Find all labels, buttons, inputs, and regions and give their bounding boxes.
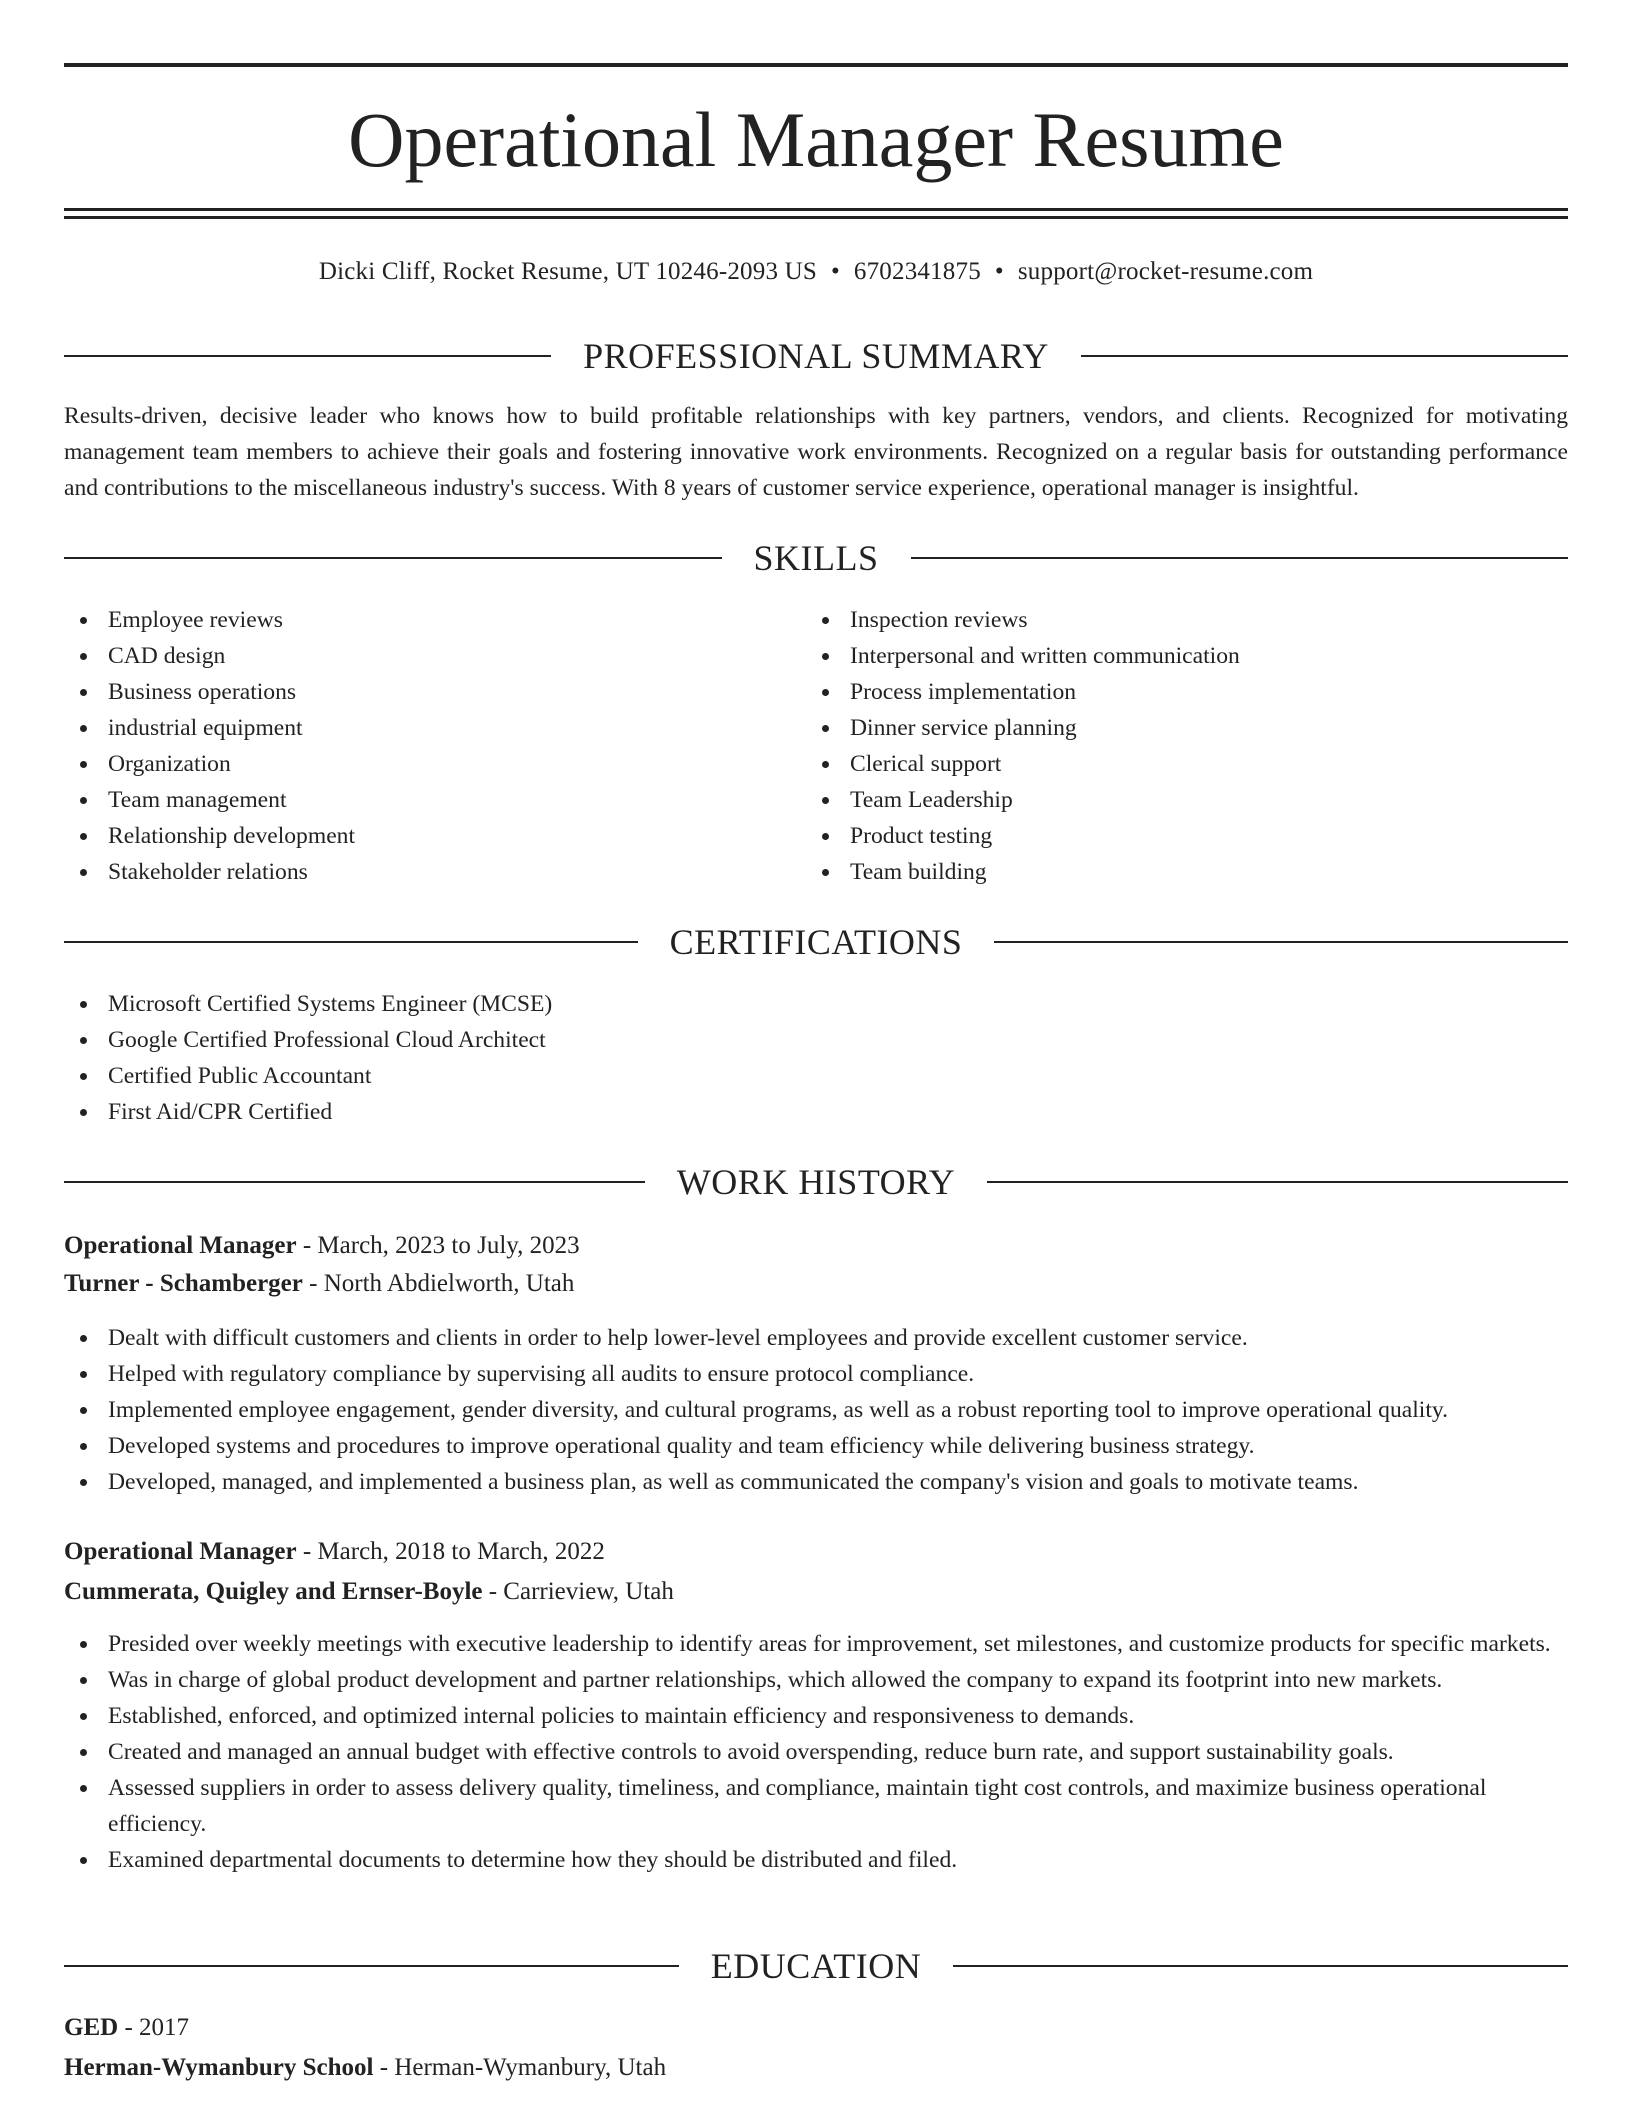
contact-phone: 6702341875 <box>853 258 981 285</box>
heading-rule <box>953 1965 1568 1967</box>
skill-item: Inspection reviews <box>806 602 1568 638</box>
skill-item: Clerical support <box>806 746 1568 782</box>
resume-title: Operational Manager Resume <box>348 96 1284 183</box>
job-1-bullets <box>64 1320 1568 1500</box>
job-company: Cummerata, Quigley and Ernser-Boyle <box>64 1578 483 1605</box>
skill-item: Interpersonal and written communication <box>806 638 1568 674</box>
contact-email: support@rocket-resume.com <box>1017 258 1314 285</box>
heading-rule <box>64 355 551 357</box>
job-1-company-line <box>64 1264 574 1304</box>
heading-rule <box>64 941 638 943</box>
skills-list-left <box>64 602 804 890</box>
title-rule-upper <box>64 208 1568 211</box>
job-bullet: Examined departmental documents to determine how they should be distributed and filed. <box>64 1842 1568 1878</box>
contact-separator: • <box>994 258 1004 285</box>
summary-text: Results-driven, decisive leader who knows how to build profitable relationships with key partners, vendors, and clients. Recognized for motivating management team members to achieve their goals and fostering innovative work environments. Recognized on a regular basis for outstanding performance and contributions to the miscellaneous industry's success. With 8 years of customer service experience, operational manager is insightful. <box>64 403 1568 501</box>
contact-address: Dicki Cliff, Rocket Resume, UT 10246-2093 US <box>318 258 817 285</box>
job-bullet: Presided over weekly meetings with executive leadership to identify areas for improvement, set milestones, and customize products for specific markets. <box>64 1626 1568 1662</box>
contact-separator: • <box>830 258 840 285</box>
job-1-title-line <box>64 1226 580 1266</box>
certification-item: First Aid/CPR Certified <box>64 1094 1568 1130</box>
skill-item: Process implementation <box>806 674 1568 710</box>
certification-item: Google Certified Professional Cloud Architect <box>64 1022 1568 1058</box>
skills-list-right <box>806 602 1568 890</box>
heading-label: CERTIFICATIONS <box>669 922 963 962</box>
job-bullet: Developed, managed, and implemented a business plan, as well as communicated the company's vision and goals to motivate teams. <box>64 1464 1568 1500</box>
heading-rule <box>911 557 1569 559</box>
skill-item: CAD design <box>64 638 804 674</box>
heading-rule <box>64 1181 645 1183</box>
heading-label: SKILLS <box>753 538 879 578</box>
job-2-bullets <box>64 1626 1568 1878</box>
skill-item: Team management <box>64 782 804 818</box>
heading-rule <box>64 1965 679 1967</box>
job-bullet: Dealt with difficult customers and clients in order to help lower-level employees and provide excellent customer service. <box>64 1320 1568 1356</box>
section-heading-work-history <box>64 1158 1568 1206</box>
heading-rule <box>994 941 1568 943</box>
job-title: Operational Manager <box>64 1232 297 1259</box>
skill-item: Product testing <box>806 818 1568 854</box>
job-bullet: Helped with regulatory compliance by supervising all audits to ensure protocol compliance. <box>64 1356 1568 1392</box>
skill-item: Dinner service planning <box>806 710 1568 746</box>
job-2-title-line <box>64 1532 605 1572</box>
section-heading-education <box>64 1942 1568 1990</box>
skill-item: Team building <box>806 854 1568 890</box>
job-bullet: Assessed suppliers in order to assess delivery quality, timeliness, and compliance, maintain tight cost controls, and maximize business operational efficiency. <box>64 1770 1568 1842</box>
job-dates: - March, 2023 to July, 2023 <box>296 1232 580 1259</box>
certification-item: Microsoft Certified Systems Engineer (MCSE) <box>64 986 1568 1022</box>
skill-item: Employee reviews <box>64 602 804 638</box>
job-location: - North Abdielworth, Utah <box>302 1270 575 1297</box>
skill-item: Stakeholder relations <box>64 854 804 890</box>
contact-line <box>64 254 1568 290</box>
section-heading-summary <box>64 332 1568 380</box>
title-rule-lower <box>64 216 1568 219</box>
heading-rule <box>987 1181 1568 1183</box>
heading-label: EDUCATION <box>710 1946 922 1986</box>
skill-item: industrial equipment <box>64 710 804 746</box>
skill-item: Organization <box>64 746 804 782</box>
education-school-line <box>64 2048 666 2088</box>
certification-item: Certified Public Accountant <box>64 1058 1568 1094</box>
education-degree-line <box>64 2008 189 2048</box>
job-company: Turner - Schamberger <box>64 1270 303 1297</box>
section-heading-skills <box>64 534 1568 582</box>
job-2-company-line <box>64 1572 674 1612</box>
skill-item: Relationship development <box>64 818 804 854</box>
job-bullet: Was in charge of global product development and partner relationships, which allowed the company to expand its footprint into new markets. <box>64 1662 1568 1698</box>
certifications-list <box>64 986 1568 1130</box>
top-rule <box>64 63 1568 67</box>
education-degree: GED <box>64 2014 119 2041</box>
skill-item: Business operations <box>64 674 804 710</box>
section-heading-certifications <box>64 918 1568 966</box>
heading-rule <box>1081 355 1568 357</box>
job-bullet: Established, enforced, and optimized internal policies to maintain efficiency and responsiveness to demands. <box>64 1698 1568 1734</box>
education-school: Herman-Wymanbury School <box>64 2054 374 2081</box>
heading-label: PROFESSIONAL SUMMARY <box>583 336 1049 376</box>
heading-label: WORK HISTORY <box>676 1162 956 1202</box>
job-bullet: Implemented employee engagement, gender diversity, and cultural programs, as well as a robust reporting tool to improve operational quality. <box>64 1392 1568 1428</box>
education-year: - 2017 <box>118 2014 190 2041</box>
job-bullet: Created and managed an annual budget with effective controls to avoid overspending, reduce burn rate, and support sustainability goals. <box>64 1734 1568 1770</box>
job-bullet: Developed systems and procedures to improve operational quality and team efficiency while delivering business strategy. <box>64 1428 1568 1464</box>
skill-item: Team Leadership <box>806 782 1568 818</box>
education-location: - Herman-Wymanbury, Utah <box>373 2054 667 2081</box>
job-dates: - March, 2018 to March, 2022 <box>296 1538 605 1565</box>
job-location: - Carrieview, Utah <box>482 1578 674 1605</box>
job-title: Operational Manager <box>64 1538 297 1565</box>
heading-rule <box>64 557 722 559</box>
